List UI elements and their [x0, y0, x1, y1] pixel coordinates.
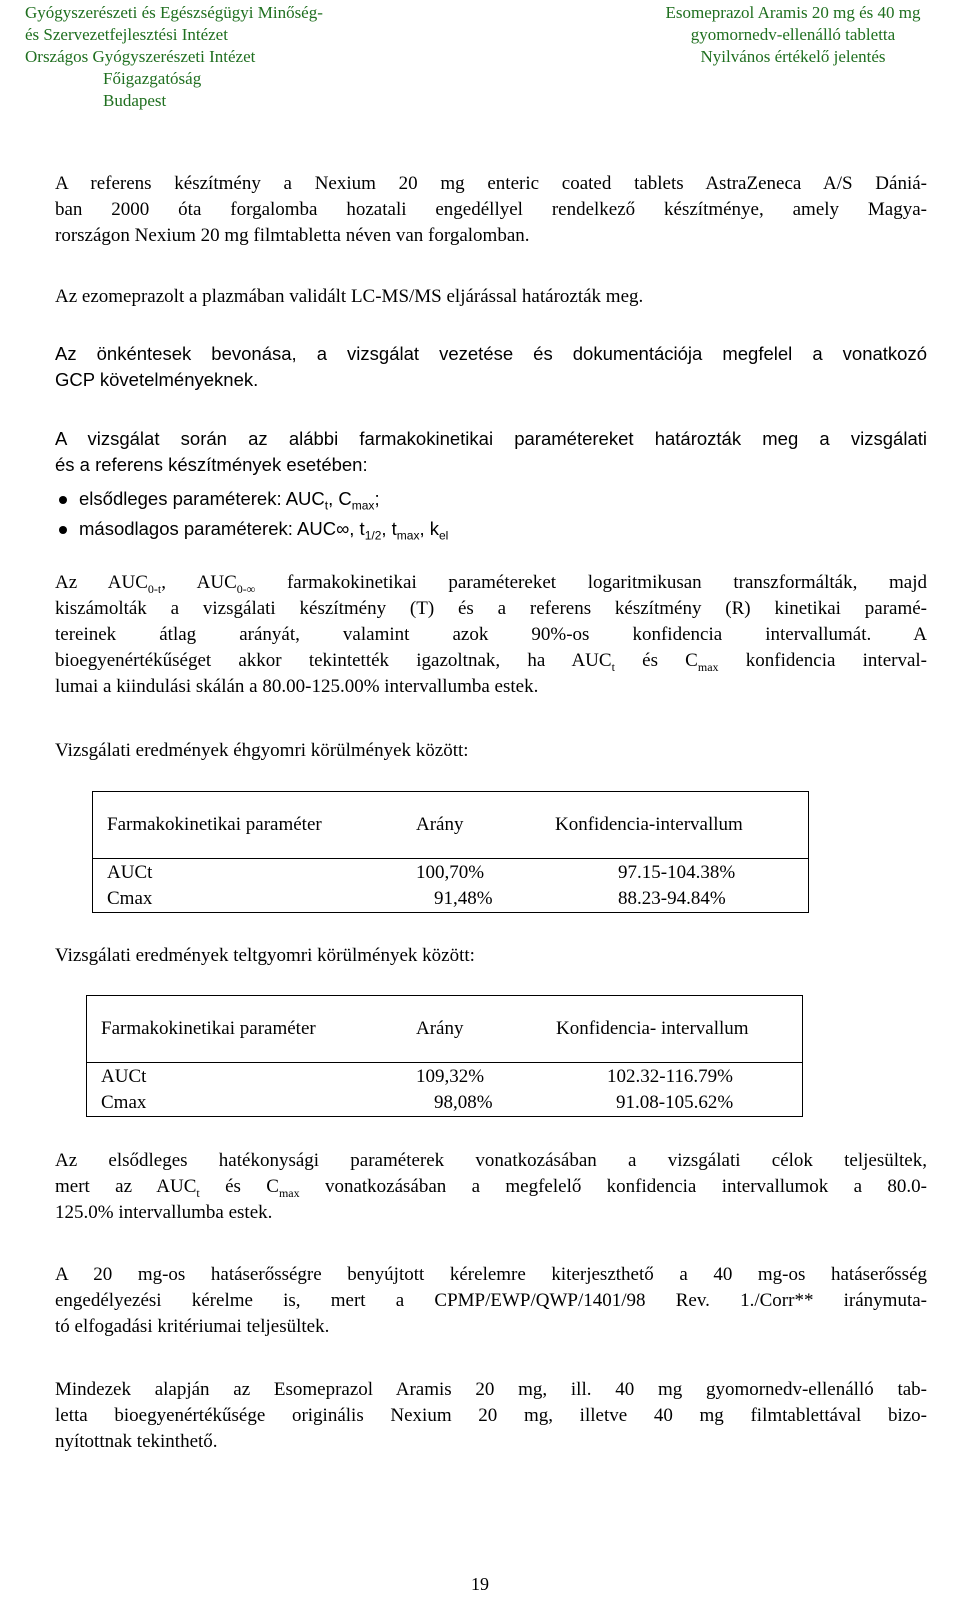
bullet-secondary-parameters: [55, 516, 448, 542]
subscript: t: [196, 1185, 200, 1200]
subscript: max: [697, 659, 719, 674]
table-cell: Cmax: [101, 1092, 147, 1113]
header-right-line: Esomeprazol Aramis 20 mg és 40 mg: [665, 3, 921, 22]
table-fed-results: [86, 995, 803, 1117]
table-header-row: [93, 792, 808, 859]
table-cell: 98,08%: [434, 1092, 493, 1113]
text-span: bioegyenértékűséget akkor tekintették igazoltnak, ha AUC: [55, 650, 612, 671]
text-line: Az önkéntesek bevonása, a vizsgálat vezetése és dokumentációja megfelel a vonatkozó: [55, 343, 927, 364]
table-row: [93, 862, 808, 888]
table-header-cell: Konfidencia-intervallum: [555, 814, 743, 835]
table-cell: AUCt: [101, 1066, 147, 1087]
header-left-line: Budapest: [103, 91, 167, 110]
text-line: tereinek átlag arányát, valamint azok 90%-os konfidencia intervallumát. A: [55, 624, 927, 645]
bullet-text: , t: [381, 518, 397, 539]
text-line: és a referens készítmények esetében:: [55, 454, 368, 475]
text-line: [55, 570, 927, 596]
page-number: 19: [471, 1574, 489, 1594]
fasting-results-heading: [55, 738, 927, 764]
table-header-cell: Farmakokinetikai paraméter: [101, 1018, 316, 1039]
text-span: és C: [199, 1176, 279, 1197]
table-cell: 88.23-94.84%: [618, 888, 726, 909]
header-institution: [25, 2, 323, 112]
text-line: nyítottnak tekinthető.: [55, 1431, 218, 1452]
text-line: Mindezek alapján az Esomeprazol Aramis 20 mg, ill. 40 mg gyomornedv-ellenálló tab-: [55, 1379, 927, 1400]
header-product: [648, 2, 938, 68]
text-span: , AUC: [161, 572, 237, 593]
paragraph-final-conclusion: [55, 1377, 927, 1455]
header-right-line: Nyilvános értékelő jelentés: [700, 47, 886, 66]
table-cell: AUCt: [107, 862, 153, 883]
text-span: farmakokinetikai paramétereket logaritmikusan transzformálták, majd: [255, 572, 927, 593]
header-left-line: és Szervezetfejlesztési Intézet: [25, 25, 228, 44]
text-line: 125.0% intervallumba estek.: [55, 1202, 273, 1223]
text-line: A 20 mg-os hatáserősségre benyújtott kérelemre kiterjeszthető a 40 mg-os hatáserősség: [55, 1264, 927, 1285]
table-row: [87, 1092, 802, 1118]
text-line: GCP követelményeknek.: [55, 369, 259, 390]
paragraph-gcp: [55, 341, 927, 393]
table-cell: Cmax: [107, 888, 153, 909]
table-header-row: [87, 996, 802, 1063]
text-span: és C: [614, 650, 698, 671]
table-header-cell: Arány: [416, 814, 464, 835]
table-cell: 102.32-116.79%: [607, 1066, 733, 1087]
text-line: kiszámolták a vizsgálati készítmény (T) és a referens készítmény (R) kinetikai paramé-: [55, 598, 927, 619]
paragraph-reference-product: [55, 171, 927, 249]
text-line: Vizsgálati eredmények teltgyomri körülmények között:: [55, 945, 475, 966]
text-line: [55, 1174, 927, 1200]
subscript: max: [351, 498, 375, 513]
bullet-icon: [59, 496, 67, 504]
subscript: t: [324, 498, 329, 513]
text-line: A referens készítmény a Nexium 20 mg enteric coated tablets AstraZeneca A/S Dániá-: [55, 173, 927, 194]
table-cell: 91,48%: [434, 888, 493, 909]
paragraph-conclusion-primary: [55, 1148, 927, 1226]
bullet-text: , k: [419, 518, 439, 539]
bullet-text: , C: [328, 488, 352, 509]
subscript: t: [611, 659, 615, 674]
text-line: tó elfogadási kritériumai teljesültek.: [55, 1316, 330, 1337]
fed-results-heading: [55, 943, 927, 969]
subscript: max: [396, 528, 420, 543]
text-line: letta bioegyenértékűsége originális Nexium 20 mg, illetve 40 mg filmtablettával bizo-: [55, 1405, 927, 1426]
table-row: [87, 1066, 802, 1092]
text-line: [55, 648, 927, 674]
subscript: 0-∞: [236, 581, 256, 596]
text-line: engedélyezési kérelme is, mert a CPMP/EWP/QWP/1401/98 Rev. 1./Corr** iránymuta-: [55, 1290, 927, 1311]
table-cell: 109,32%: [416, 1066, 485, 1087]
header-left-line: Főigazgatóság: [103, 69, 202, 88]
text-line: lumai a kiindulási skálán a 80.00-125.00% intervallumba estek.: [55, 676, 539, 697]
table-cell: 97.15-104.38%: [618, 862, 736, 883]
header-right-line: gyomornedv-ellenálló tabletta: [690, 25, 896, 44]
header-left-line: Országos Gyógyszerészeti Intézet: [25, 47, 256, 66]
paragraph-parameters: [55, 426, 927, 478]
paragraph-method: [55, 284, 927, 310]
paragraph-extension: [55, 1262, 927, 1340]
subscript: 0-t: [147, 581, 162, 596]
text-span: mert az AUC: [55, 1176, 197, 1197]
table-row: [93, 888, 808, 914]
text-line: Az elsődleges hatékonysági paraméterek vonatkozásában a vizsgálati célok teljesültek,: [55, 1150, 927, 1171]
bullet-text: ;: [374, 488, 380, 509]
subscript: 1/2: [364, 528, 382, 543]
table-fasting-results: [92, 791, 809, 913]
text-line: A vizsgálat során az alábbi farmakokinetikai paramétereket határozták meg a vizsgálati: [55, 428, 927, 449]
subscript: max: [278, 1185, 300, 1200]
text-span: Az AUC: [55, 572, 148, 593]
subscript: el: [439, 528, 449, 543]
bullet-primary-parameters: [55, 486, 380, 512]
text-span: konfidencia interval-: [718, 650, 928, 671]
table-header-cell: Konfidencia- intervallum: [556, 1018, 749, 1039]
table-cell: 100,70%: [416, 862, 485, 883]
paragraph-analysis: [55, 570, 927, 700]
header-left-line: Gyógyszerészeti és Egészségügyi Minőség-: [25, 3, 323, 22]
table-cell: 91.08-105.62%: [616, 1092, 734, 1113]
text-span: vonatkozásában a megfelelő konfidencia intervallumok a 80.0-: [299, 1176, 927, 1197]
bullet-text: másodlagos paraméterek: AUC∞, t: [79, 518, 365, 539]
text-line: ban 2000 óta forgalomba hozatali engedéllyel rendelkező készítménye, amely Magya-: [55, 199, 927, 220]
table-header-cell: Arány: [416, 1018, 464, 1039]
text-line: Az ezomeprazolt a plazmában validált LC-MS/MS eljárással határozták meg.: [55, 286, 644, 307]
table-header-cell: Farmakokinetikai paraméter: [107, 814, 322, 835]
bullet-text: elsődleges paraméterek: AUC: [79, 488, 325, 509]
text-line: Vizsgálati eredmények éhgyomri körülmények között:: [55, 740, 469, 761]
text-line: rországon Nexium 20 mg filmtabletta néven van forgalomban.: [55, 225, 530, 246]
bullet-icon: [59, 526, 67, 534]
